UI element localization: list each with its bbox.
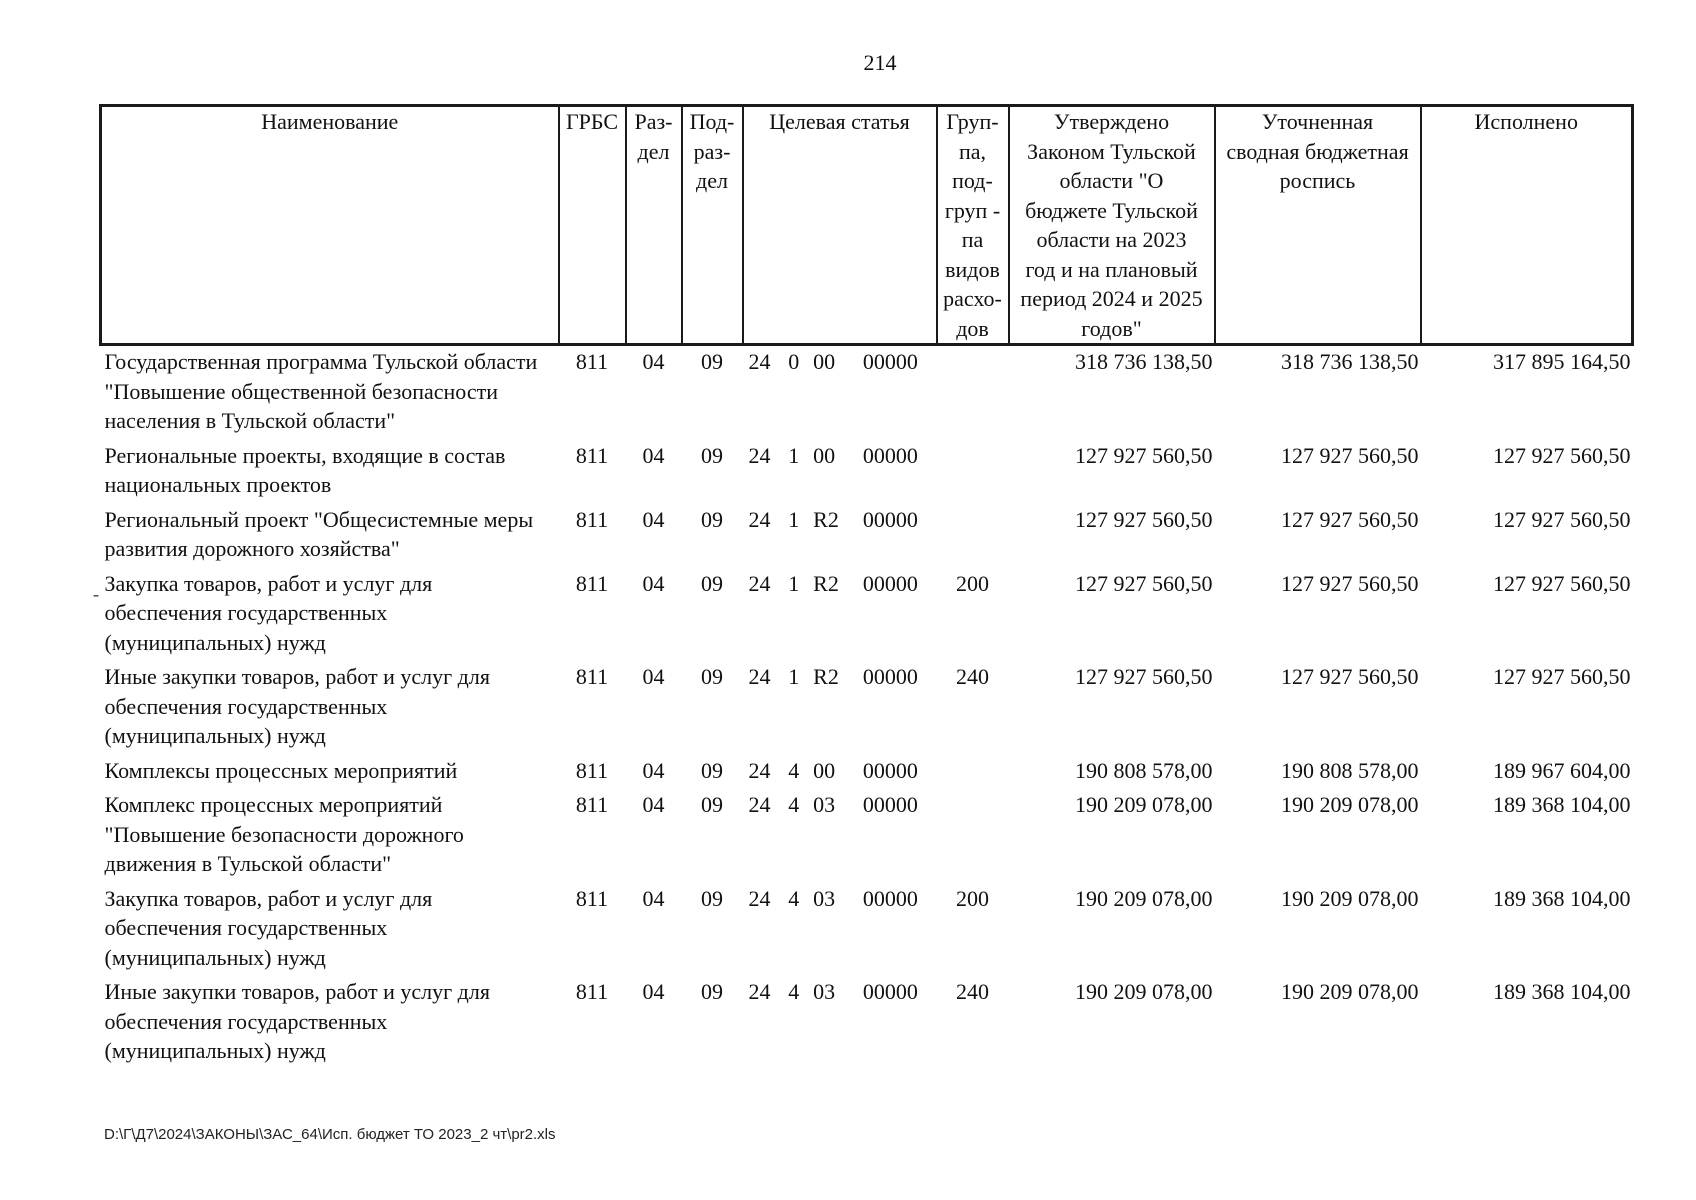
- row-razdel: 04: [642, 349, 665, 374]
- header-name: [101, 106, 559, 345]
- target-article-parts: [749, 441, 933, 471]
- header-approved: [1009, 106, 1215, 345]
- target-article-part: 24: [748, 506, 771, 532]
- row-group: [937, 440, 1009, 504]
- row-target-article: [743, 345, 937, 440]
- target-article-part: 00000: [862, 442, 918, 468]
- row-name: Комплекс процессных мероприятий "Повышение безопасности дорожного движения в Тульской области": [104, 792, 464, 876]
- stray-mark: -: [93, 584, 99, 604]
- row-name: Иные закупки товаров, работ и услуг для обеспечения государственных (муниципальных) нужд: [104, 664, 490, 748]
- target-article-part: 24: [748, 570, 771, 596]
- row-razdel: 04: [642, 885, 665, 911]
- header-razdel-text: Раз- дел: [634, 109, 673, 164]
- target-article-part: 00000: [862, 664, 918, 689]
- target-article-parts: [749, 662, 933, 692]
- row-grbs: 811: [575, 757, 609, 783]
- row-executed: 127 927 560,50: [1493, 664, 1631, 689]
- target-article-part: 00000: [862, 792, 918, 817]
- target-article-parts: [749, 977, 933, 1007]
- row-razdel: 04: [642, 664, 665, 689]
- table-row: [101, 440, 1633, 504]
- budget-table: [99, 104, 1634, 1070]
- target-article-parts: [749, 347, 933, 377]
- row-podrazdel: 09: [701, 979, 723, 1004]
- row-razdel: 04: [642, 979, 665, 1004]
- row-executed: 127 927 560,50: [1493, 570, 1631, 596]
- row-name: Закупка товаров, работ и услуг для обеспечения государственных (муниципальных) нужд: [104, 570, 433, 655]
- header-approved-text: Утверждено Законом Тульской области "О бюджете Тульской области на 2023 год и на плановый период 2024 и 2025 годов": [1020, 109, 1203, 341]
- table-header: [101, 106, 1633, 345]
- header-target-article: [743, 106, 937, 345]
- target-article-part: 03: [813, 792, 836, 817]
- target-article-part: 24: [748, 792, 771, 817]
- row-target-article: [743, 661, 937, 755]
- row-group: 240: [956, 979, 989, 1004]
- target-article-part: 00000: [862, 570, 918, 596]
- header-revised-text: Уточненная сводная бюджетная роспись: [1226, 109, 1409, 193]
- target-article-part: R2: [813, 570, 839, 596]
- row-executed: 127 927 560,50: [1493, 506, 1631, 532]
- row-podrazdel: 09: [701, 349, 723, 374]
- row-target-article: [743, 755, 937, 790]
- row-revised: 190 808 578,00: [1281, 757, 1419, 783]
- row-approved: 190 209 078,00: [1075, 885, 1213, 911]
- target-article-part: 1: [788, 664, 800, 689]
- target-article-parts: [749, 756, 933, 786]
- row-revised: 190 209 078,00: [1281, 979, 1419, 1004]
- footer-file-path: D:\Г\Д7\2024\ЗАКОНЫ\ЗАС_64\Исп. бюджет ТО 2023_2 чт\pr2.xls: [104, 1126, 556, 1143]
- row-approved: 127 927 560,50: [1075, 506, 1213, 532]
- target-article-part: 4: [788, 757, 800, 783]
- header-target-article-text: Целевая статья: [769, 109, 910, 134]
- header-group-text: Груп- па, под- груп - па видов расхо- дов: [943, 109, 1002, 341]
- target-article-part: 24: [748, 757, 771, 783]
- target-article-part: 24: [748, 979, 771, 1004]
- row-group: 240: [956, 664, 989, 689]
- row-approved: 190 808 578,00: [1075, 757, 1213, 783]
- row-revised: 127 927 560,50: [1281, 442, 1419, 468]
- row-podrazdel: 09: [701, 506, 723, 532]
- row-podrazdel: 09: [701, 792, 723, 817]
- row-podrazdel: 09: [701, 664, 723, 689]
- row-revised: 190 209 078,00: [1281, 885, 1419, 911]
- target-article-part: 00000: [862, 506, 918, 532]
- header-grbs-text: ГРБС: [565, 109, 619, 134]
- target-article-part: 00000: [862, 349, 918, 374]
- row-group: [937, 345, 1009, 440]
- target-article-parts: [749, 790, 933, 820]
- header-executed-text: Исполнено: [1474, 109, 1578, 134]
- header-grbs: [559, 106, 626, 345]
- row-target-article: [743, 789, 937, 883]
- header-name-text: Наименование: [261, 109, 399, 134]
- row-podrazdel: 09: [701, 757, 723, 783]
- row-podrazdel: 09: [701, 570, 723, 596]
- row-grbs: 811: [575, 349, 609, 374]
- row-approved: 127 927 560,50: [1075, 442, 1213, 468]
- target-article-part: 03: [813, 885, 836, 911]
- table-body: [101, 345, 1633, 1070]
- row-group: [937, 789, 1009, 883]
- row-executed: 189 368 104,00: [1493, 979, 1631, 1004]
- target-article-part: 00000: [862, 979, 918, 1004]
- row-razdel: 04: [642, 792, 665, 817]
- row-executed: 189 368 104,00: [1493, 885, 1631, 911]
- row-grbs: 811: [575, 979, 609, 1004]
- header-revised: [1215, 106, 1421, 345]
- row-podrazdel: 09: [701, 442, 723, 468]
- target-article-part: R2: [813, 506, 839, 532]
- table-row: [101, 568, 1633, 662]
- row-target-article: [743, 504, 937, 568]
- row-group: [937, 755, 1009, 790]
- target-article-part: 00000: [862, 885, 918, 911]
- header-executed: [1421, 106, 1633, 345]
- header-podrazdel-text: Под- раз- дел: [689, 109, 735, 193]
- target-article-part: R2: [813, 664, 839, 689]
- row-razdel: 04: [642, 757, 665, 783]
- target-article-part: 4: [788, 792, 800, 817]
- row-approved: 127 927 560,50: [1075, 570, 1213, 596]
- header-podrazdel: [682, 106, 743, 345]
- table-row: [101, 883, 1633, 977]
- target-article-part: 24: [748, 885, 771, 911]
- row-grbs: 811: [575, 885, 609, 911]
- row-approved: 127 927 560,50: [1075, 664, 1213, 689]
- table-row: [101, 661, 1633, 755]
- row-revised: 318 736 138,50: [1281, 349, 1419, 374]
- row-group: [937, 504, 1009, 568]
- row-grbs: 811: [575, 506, 609, 532]
- page-number: 214: [863, 50, 897, 75]
- row-approved: 318 736 138,50: [1075, 349, 1213, 374]
- row-executed: 317 895 164,50: [1493, 349, 1631, 374]
- row-revised: 190 209 078,00: [1281, 792, 1419, 817]
- row-group: 200: [956, 885, 989, 911]
- row-revised: 127 927 560,50: [1281, 506, 1419, 532]
- target-article-part: 24: [748, 442, 771, 468]
- row-grbs: 811: [575, 570, 609, 596]
- target-article-part: 00: [813, 349, 836, 374]
- row-grbs: 811: [575, 442, 609, 468]
- row-target-article: [743, 440, 937, 504]
- row-target-article: [743, 976, 937, 1070]
- target-article-part: 1: [788, 570, 800, 596]
- target-article-part: 1: [788, 506, 800, 532]
- target-article-part: 4: [788, 979, 800, 1004]
- target-article-parts: [749, 569, 933, 599]
- row-podrazdel: 09: [701, 885, 723, 911]
- row-executed: 189 368 104,00: [1493, 792, 1631, 817]
- row-revised: 127 927 560,50: [1281, 570, 1419, 596]
- row-target-article: [743, 568, 937, 662]
- row-grbs: 811: [575, 664, 609, 689]
- table-row: [101, 976, 1633, 1070]
- table-row: [101, 345, 1633, 440]
- row-grbs: 811: [575, 792, 609, 817]
- row-name: Закупка товаров, работ и услуг для обеспечения государственных (муниципальных) нужд: [104, 885, 433, 970]
- row-razdel: 04: [642, 570, 665, 596]
- row-razdel: 04: [642, 506, 665, 532]
- row-name: Региональные проекты, входящие в состав национальных проектов: [104, 442, 506, 497]
- target-article-part: 00000: [862, 757, 918, 783]
- table-row: [101, 504, 1633, 568]
- row-name: Иные закупки товаров, работ и услуг для обеспечения государственных (муниципальных) нужд: [104, 979, 490, 1063]
- row-approved: 190 209 078,00: [1075, 979, 1213, 1004]
- target-article-part: 00: [813, 757, 836, 783]
- row-executed: 189 967 604,00: [1493, 757, 1631, 783]
- row-revised: 127 927 560,50: [1281, 664, 1419, 689]
- row-target-article: [743, 883, 937, 977]
- row-razdel: 04: [642, 442, 665, 468]
- row-name: Комплексы процессных мероприятий: [104, 757, 458, 783]
- target-article-part: 1: [788, 442, 800, 468]
- row-executed: 127 927 560,50: [1493, 442, 1631, 468]
- target-article-part: 03: [813, 979, 836, 1004]
- target-article-parts: [749, 884, 933, 914]
- target-article-parts: [749, 505, 933, 535]
- target-article-part: 0: [788, 349, 800, 374]
- row-approved: 190 209 078,00: [1075, 792, 1213, 817]
- table-row: [101, 755, 1633, 790]
- target-article-part: 4: [788, 885, 800, 911]
- row-group: 200: [956, 570, 989, 596]
- table-row: [101, 789, 1633, 883]
- header-razdel: [626, 106, 682, 345]
- header-group: [937, 106, 1009, 345]
- target-article-part: 24: [748, 664, 771, 689]
- target-article-part: 00: [813, 442, 836, 468]
- row-name: Государственная программа Тульской области "Повышение общественной безопасности населения в Тульской области": [104, 349, 538, 433]
- budget-table-container: [99, 104, 1631, 1070]
- row-name: Региональный проект "Общесистемные меры развития дорожного хозяйства": [104, 506, 534, 561]
- target-article-part: 24: [748, 349, 771, 374]
